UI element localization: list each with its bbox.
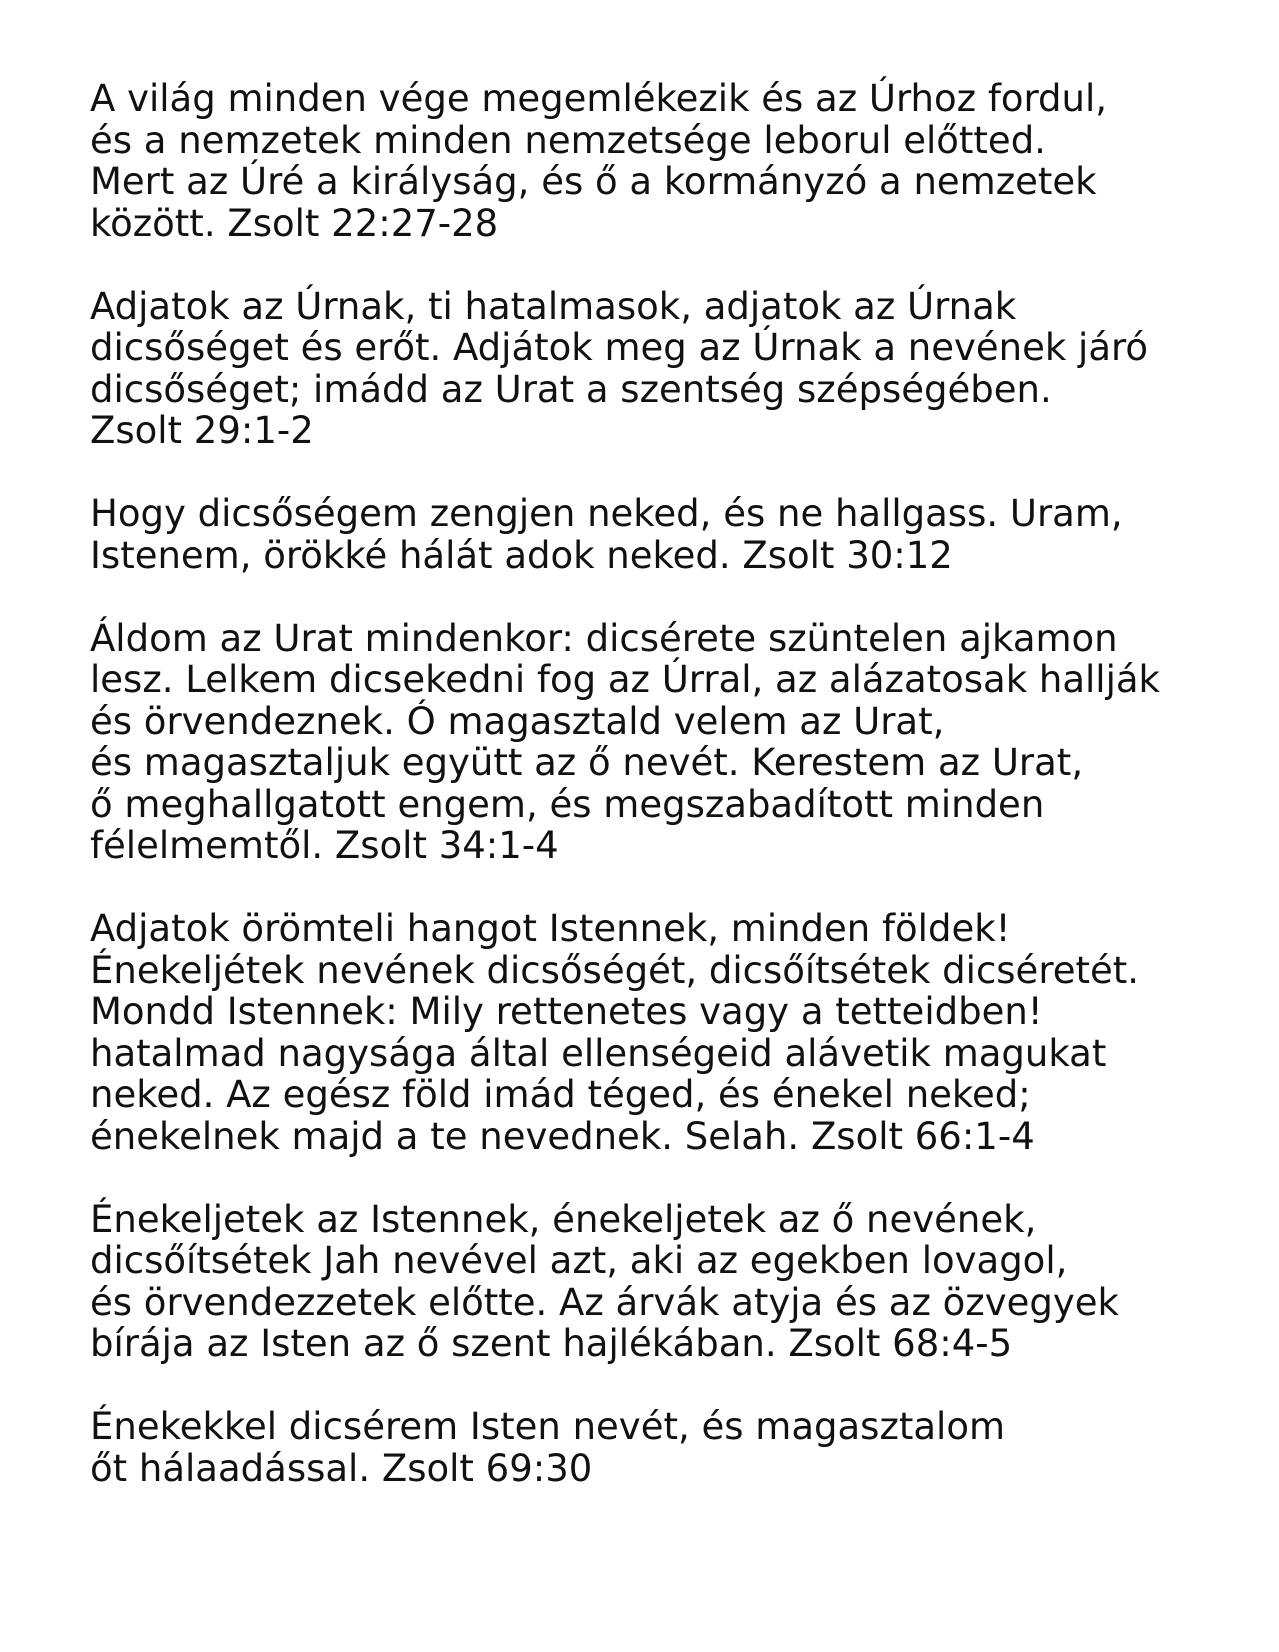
text-line: Mondd Istennek: Mily rettenetes vagy a tetteidben! xyxy=(90,990,1043,1033)
text-line: Énekekkel dicsérem Isten nevét, és magasztalom xyxy=(90,1405,1006,1448)
text-line: és örvendeznek. Ó magasztald velem az Urat, xyxy=(90,699,945,743)
text-line: Áldom az Urat mindenkor: dicsérete szüntelen ajkamon xyxy=(90,616,1118,660)
text-line: Adjatok örömteli hangot Istennek, minden földek! xyxy=(90,907,1011,950)
text-line: dicsőítsétek Jah nevével azt, aki az egekben lovagol, xyxy=(90,1239,1068,1282)
text-line: Adjatok az Úrnak, ti hatalmasok, adjatok az Úrnak xyxy=(90,284,1017,328)
text-line: neked. Az egész föld imád téged, és énekel neked; xyxy=(90,1073,1031,1116)
text-line: és magasztaljuk együtt az ő nevét. Kerestem az Urat, xyxy=(90,741,1084,784)
passage-psalm-68 xyxy=(90,1199,1250,1365)
text-line: énekelnek majd a te nevednek. Selah. Zsolt 66:1-4 xyxy=(90,1114,1035,1158)
text-line: hatalmad nagysága által ellenségeid alávetik magukat xyxy=(90,1031,1107,1075)
text-line: Hogy dicsőségem zengjen neked, és ne hallgass. Uram, xyxy=(90,492,1123,535)
text-line: Istenem, örökké hálát adok neked. Zsolt 30:12 xyxy=(90,533,953,577)
passage-psalm-29 xyxy=(90,286,1250,452)
text-line: és a nemzetek minden nemzetsége leborul előtted. xyxy=(90,118,1046,162)
text-line: Énekeljétek nevének dicsőségét, dicsőítsétek dicséretét. xyxy=(90,948,1140,992)
document-page xyxy=(90,78,1250,1531)
text-line: Zsolt 29:1-2 xyxy=(90,409,314,452)
passage-psalm-30 xyxy=(90,493,1250,576)
passage-psalm-22 xyxy=(90,78,1250,244)
text-line: őt hálaadással. Zsolt 69:30 xyxy=(90,1446,593,1490)
text-line: lesz. Lelkem dicsekedni fog az Úrral, az alázatosak hallják xyxy=(90,658,1160,701)
text-line: dicsőséget; imádd az Urat a szentség szépségében. xyxy=(90,367,1052,411)
text-line: dicsőséget és erőt. Adjátok meg az Úrnak a nevének járó xyxy=(90,326,1149,369)
text-line: félelmemtől. Zsolt 34:1-4 xyxy=(90,824,559,867)
text-line: ő meghallgatott engem, és megszabadított minden xyxy=(90,782,1045,826)
text-line: A világ minden vége megemlékezik és az Úrhoz fordul, xyxy=(90,77,1108,120)
text-line: bírája az Isten az ő szent hajlékában. Zsolt 68:4-5 xyxy=(90,1322,1013,1365)
text-line: között. Zsolt 22:27-28 xyxy=(90,201,499,245)
passage-psalm-34 xyxy=(90,618,1250,867)
passage-psalm-66 xyxy=(90,908,1250,1157)
passage-psalm-69 xyxy=(90,1406,1250,1489)
text-line: és örvendezzetek előtte. Az árvák atyja és az özvegyek xyxy=(90,1280,1119,1324)
text-line: Mert az Úré a királyság, és ő a kormányzó a nemzetek xyxy=(90,160,1097,203)
text-line: Énekeljetek az Istennek, énekeljetek az ő nevének, xyxy=(90,1197,1037,1241)
